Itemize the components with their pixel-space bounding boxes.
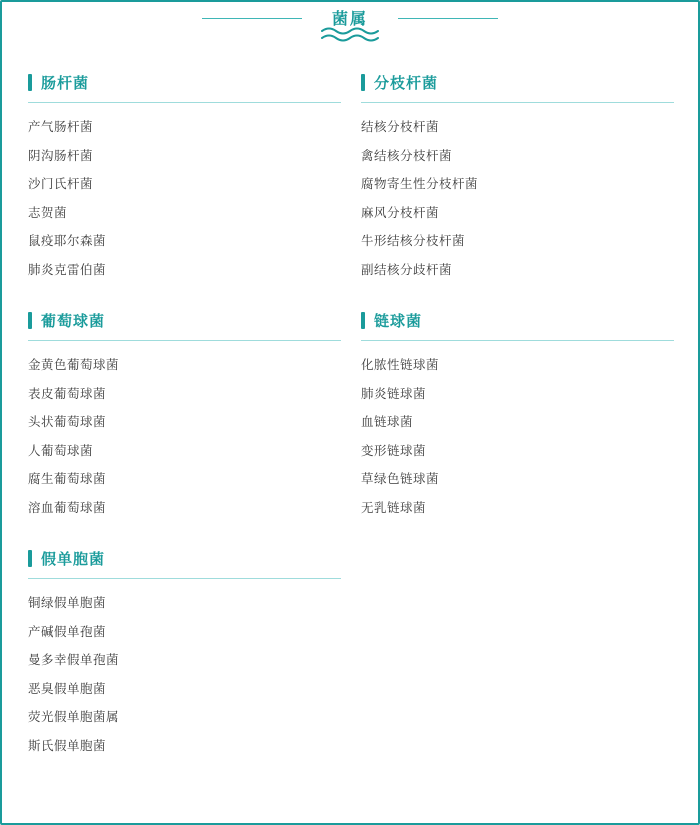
- list-item: 曼多幸假单孢菌: [28, 653, 120, 667]
- section-header: [28, 548, 341, 579]
- section-fenzhiganjun: [361, 72, 674, 276]
- list-item: 产气肠杆菌: [28, 120, 94, 134]
- page-title: 菌属: [331, 11, 368, 28]
- section-title: 假单胞菌: [41, 551, 106, 568]
- list-item: 无乳链球菌: [361, 500, 427, 515]
- section-jiadanbaojun: [28, 548, 341, 752]
- list-item: 头状葡萄球菌: [28, 415, 107, 429]
- section-header: [361, 310, 674, 341]
- list-item: 肺炎克雷伯菌: [28, 262, 107, 277]
- list-item: 志贺菌: [28, 205, 68, 220]
- list-item: 溶血葡萄球菌: [28, 500, 107, 515]
- species-list: [361, 103, 674, 276]
- list-item: 阴沟肠杆菌: [28, 148, 94, 163]
- list-item: 人葡萄球菌: [28, 443, 94, 458]
- list-item: 腐物寄生性分枝杆菌: [361, 177, 479, 191]
- accent-bar-icon: [28, 312, 32, 329]
- list-item: 金黄色葡萄球菌: [28, 358, 120, 372]
- list-item: 沙门氏杆菌: [28, 177, 94, 191]
- list-item: 血链球菌: [361, 415, 414, 429]
- list-item: 鼠疫耶尔森菌: [28, 234, 107, 248]
- list-item: 铜绿假单胞菌: [28, 596, 107, 610]
- section-header: [28, 72, 341, 103]
- section-title: 肠杆菌: [41, 75, 90, 92]
- list-item: 肺炎链球菌: [361, 386, 427, 401]
- section-title: 葡萄球菌: [41, 313, 106, 330]
- list-item: 化脓性链球菌: [361, 358, 440, 372]
- section-title: 分枝杆菌: [374, 75, 439, 92]
- list-item: 草绿色链球菌: [361, 472, 440, 486]
- accent-bar-icon: [361, 74, 365, 91]
- list-item: 产碱假单孢菌: [28, 624, 107, 639]
- species-list: [361, 341, 674, 514]
- column-right: [361, 72, 674, 782]
- section-title: 链球菌: [374, 313, 423, 330]
- section-header: [28, 310, 341, 341]
- accent-bar-icon: [28, 74, 32, 91]
- list-item: 麻风分枝杆菌: [361, 205, 440, 220]
- list-item: 结核分枝杆菌: [361, 120, 440, 134]
- species-list: [28, 341, 341, 514]
- list-item: 禽结核分枝杆菌: [361, 148, 453, 163]
- list-item: 荧光假单胞菌属: [28, 710, 120, 724]
- section-lianqiujun: [361, 310, 674, 514]
- section-putaoqiujun: [28, 310, 341, 514]
- columns-wrapper: [28, 72, 672, 782]
- list-item: 恶臭假单胞菌: [28, 681, 107, 696]
- species-list: [28, 579, 341, 752]
- list-item: 腐生葡萄球菌: [28, 472, 107, 486]
- section-header: [361, 72, 674, 103]
- list-item: 副结核分歧杆菌: [361, 262, 453, 277]
- species-list: [28, 103, 341, 276]
- page-header: [2, 2, 698, 58]
- section-changanjun: [28, 72, 341, 276]
- list-item: 变形链球菌: [361, 443, 427, 458]
- accent-bar-icon: [361, 312, 365, 329]
- content-area: [2, 58, 698, 782]
- wave-decoration: [2, 26, 698, 44]
- accent-bar-icon: [28, 550, 32, 567]
- column-left: [28, 72, 341, 782]
- list-item: 牛形结核分枝杆菌: [361, 234, 466, 248]
- list-item: 斯氏假单胞菌: [28, 738, 107, 753]
- list-item: 表皮葡萄球菌: [28, 386, 107, 401]
